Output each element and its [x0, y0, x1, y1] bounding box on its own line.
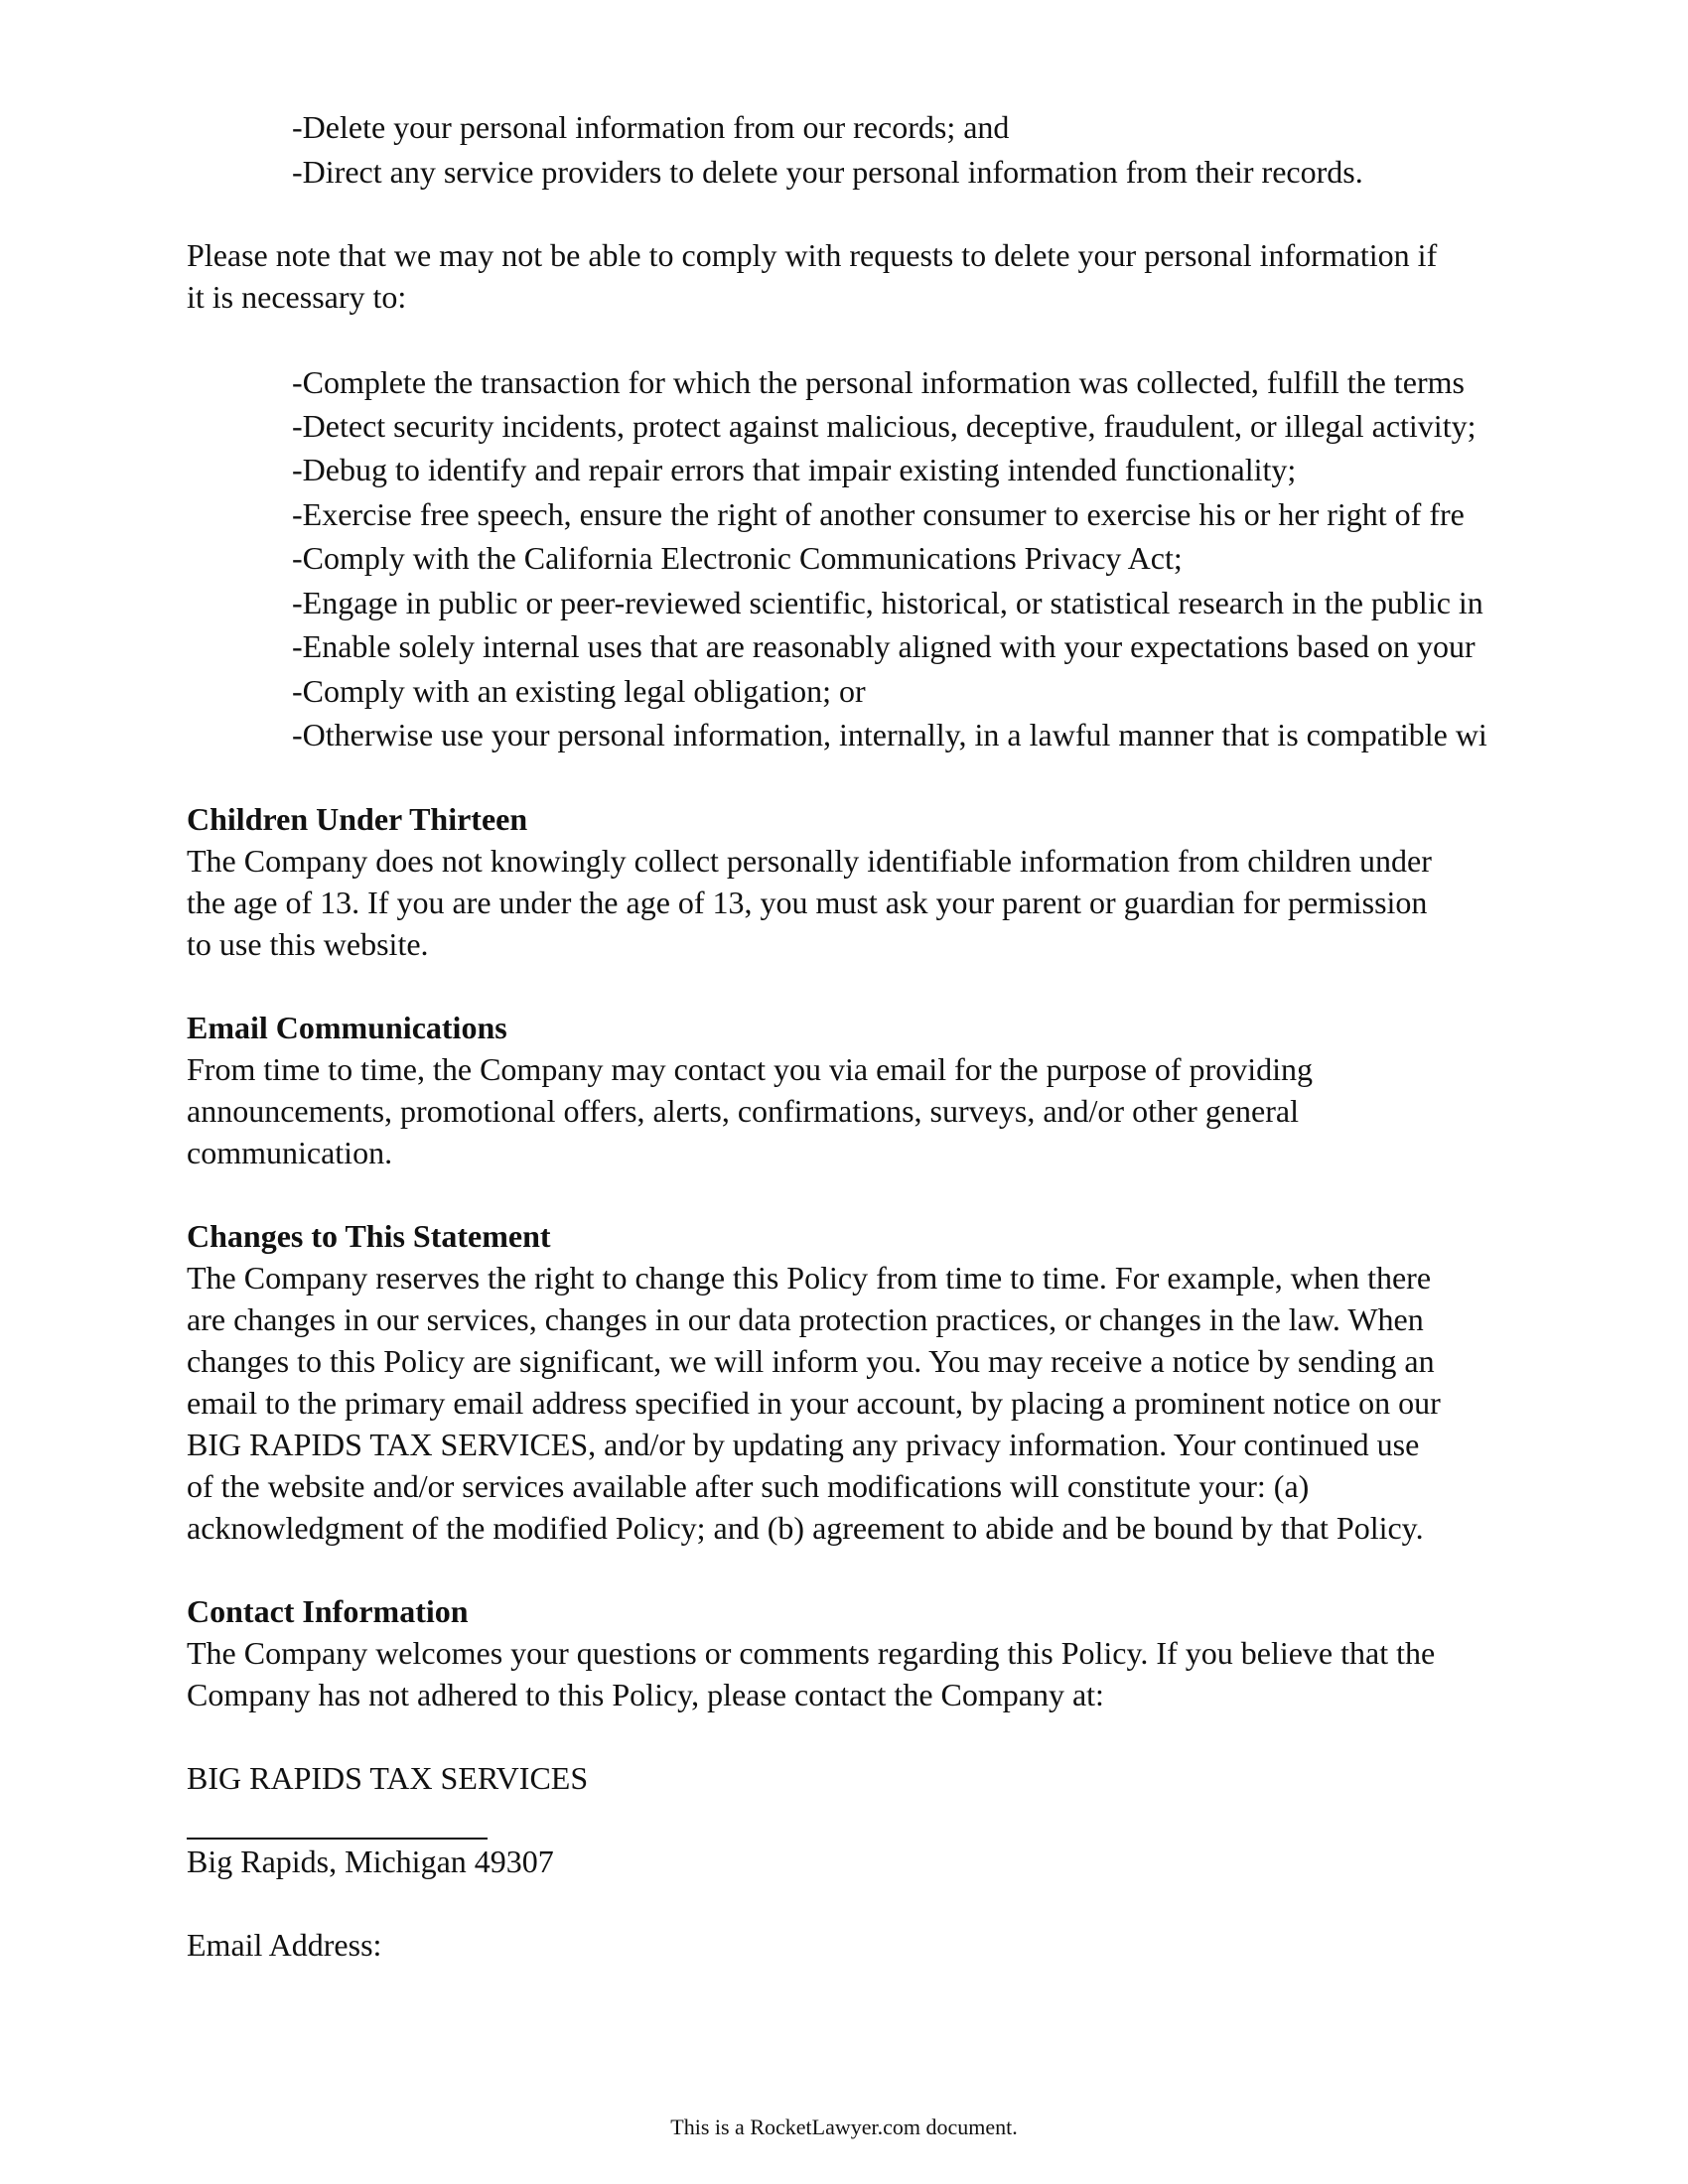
paragraph-line: communication.	[187, 1135, 393, 1170]
section-heading-children: Children Under Thirteen	[187, 801, 528, 837]
paragraph-line: changes to this Policy are significant, we will inform you. You may receive a notice by sending an	[187, 1343, 1435, 1379]
paragraph-line: are changes in our services, changes in our data protection practices, or changes in the law. When	[187, 1301, 1424, 1337]
exception-item: -Otherwise use your personal information, internally, in a lawful manner that is compatible wi	[292, 717, 1487, 752]
email-address-label: Email Address:	[187, 1927, 382, 1963]
paragraph-line: to use this website.	[187, 926, 429, 962]
paragraph-line: announcements, promotional offers, alerts, confirmations, surveys, and/or other general	[187, 1093, 1299, 1129]
paragraph-line: The Company does not knowingly collect personally identifiable information from children under	[187, 843, 1432, 879]
paragraph-line: it is necessary to:	[187, 279, 407, 315]
paragraph-line: Please note that we may not be able to comply with requests to delete your personal information if	[187, 237, 1438, 273]
paragraph-line: The Company welcomes your questions or comments regarding this Policy. If you believe that the	[187, 1635, 1436, 1671]
deletion-action-item: -Delete your personal information from our records; and	[292, 109, 1010, 145]
paragraph-line: Company has not adhered to this Policy, please contact the Company at:	[187, 1677, 1104, 1712]
paragraph-line: the age of 13. If you are under the age of 13, you must ask your parent or guardian for permission	[187, 885, 1428, 920]
section-heading-contact: Contact Information	[187, 1593, 469, 1629]
section-heading-changes: Changes to This Statement	[187, 1218, 551, 1254]
exception-item: -Exercise free speech, ensure the right of another consumer to exercise his or her right of fre	[292, 496, 1465, 532]
exception-item: -Comply with an existing legal obligation; or	[292, 673, 866, 709]
deletion-action-item: -Direct any service providers to delete your personal information from their records.	[292, 154, 1363, 190]
paragraph-line: From time to time, the Company may contact you via email for the purpose of providing	[187, 1051, 1313, 1087]
paragraph-line: acknowledgment of the modified Policy; and (b) agreement to abide and be bound by that Policy.	[187, 1510, 1424, 1546]
exception-item: -Engage in public or peer-reviewed scientific, historical, or statistical research in the public in	[292, 585, 1483, 620]
paragraph-line: email to the primary email address specified in your account, by placing a prominent notice on our	[187, 1385, 1441, 1421]
paragraph-line: The Company reserves the right to change this Policy from time to time. For example, when there	[187, 1260, 1432, 1296]
company-name: BIG RAPIDS TAX SERVICES	[187, 1760, 589, 1796]
section-heading-email: Email Communications	[187, 1010, 507, 1045]
exception-item: -Enable solely internal uses that are reasonably aligned with your expectations based on your	[292, 628, 1476, 664]
exception-item: -Comply with the California Electronic Communications Privacy Act;	[292, 540, 1183, 576]
city-state-zip: Big Rapids, Michigan 49307	[187, 1843, 554, 1879]
paragraph-line: of the website and/or services available after such modifications will constitute your: (a)	[187, 1468, 1310, 1504]
exception-item: -Complete the transaction for which the personal information was collected, fulfill the terms	[292, 364, 1465, 400]
exception-item: -Debug to identify and repair errors that impair existing intended functionality;	[292, 452, 1297, 487]
address-blank-line	[187, 1838, 488, 1840]
paragraph-line: BIG RAPIDS TAX SERVICES, and/or by updating any privacy information. Your continued use	[187, 1427, 1420, 1462]
exception-item: -Detect security incidents, protect against malicious, deceptive, fraudulent, or illegal activity;	[292, 408, 1477, 444]
document-footer: This is a RocketLawyer.com document.	[670, 2115, 1018, 2139]
